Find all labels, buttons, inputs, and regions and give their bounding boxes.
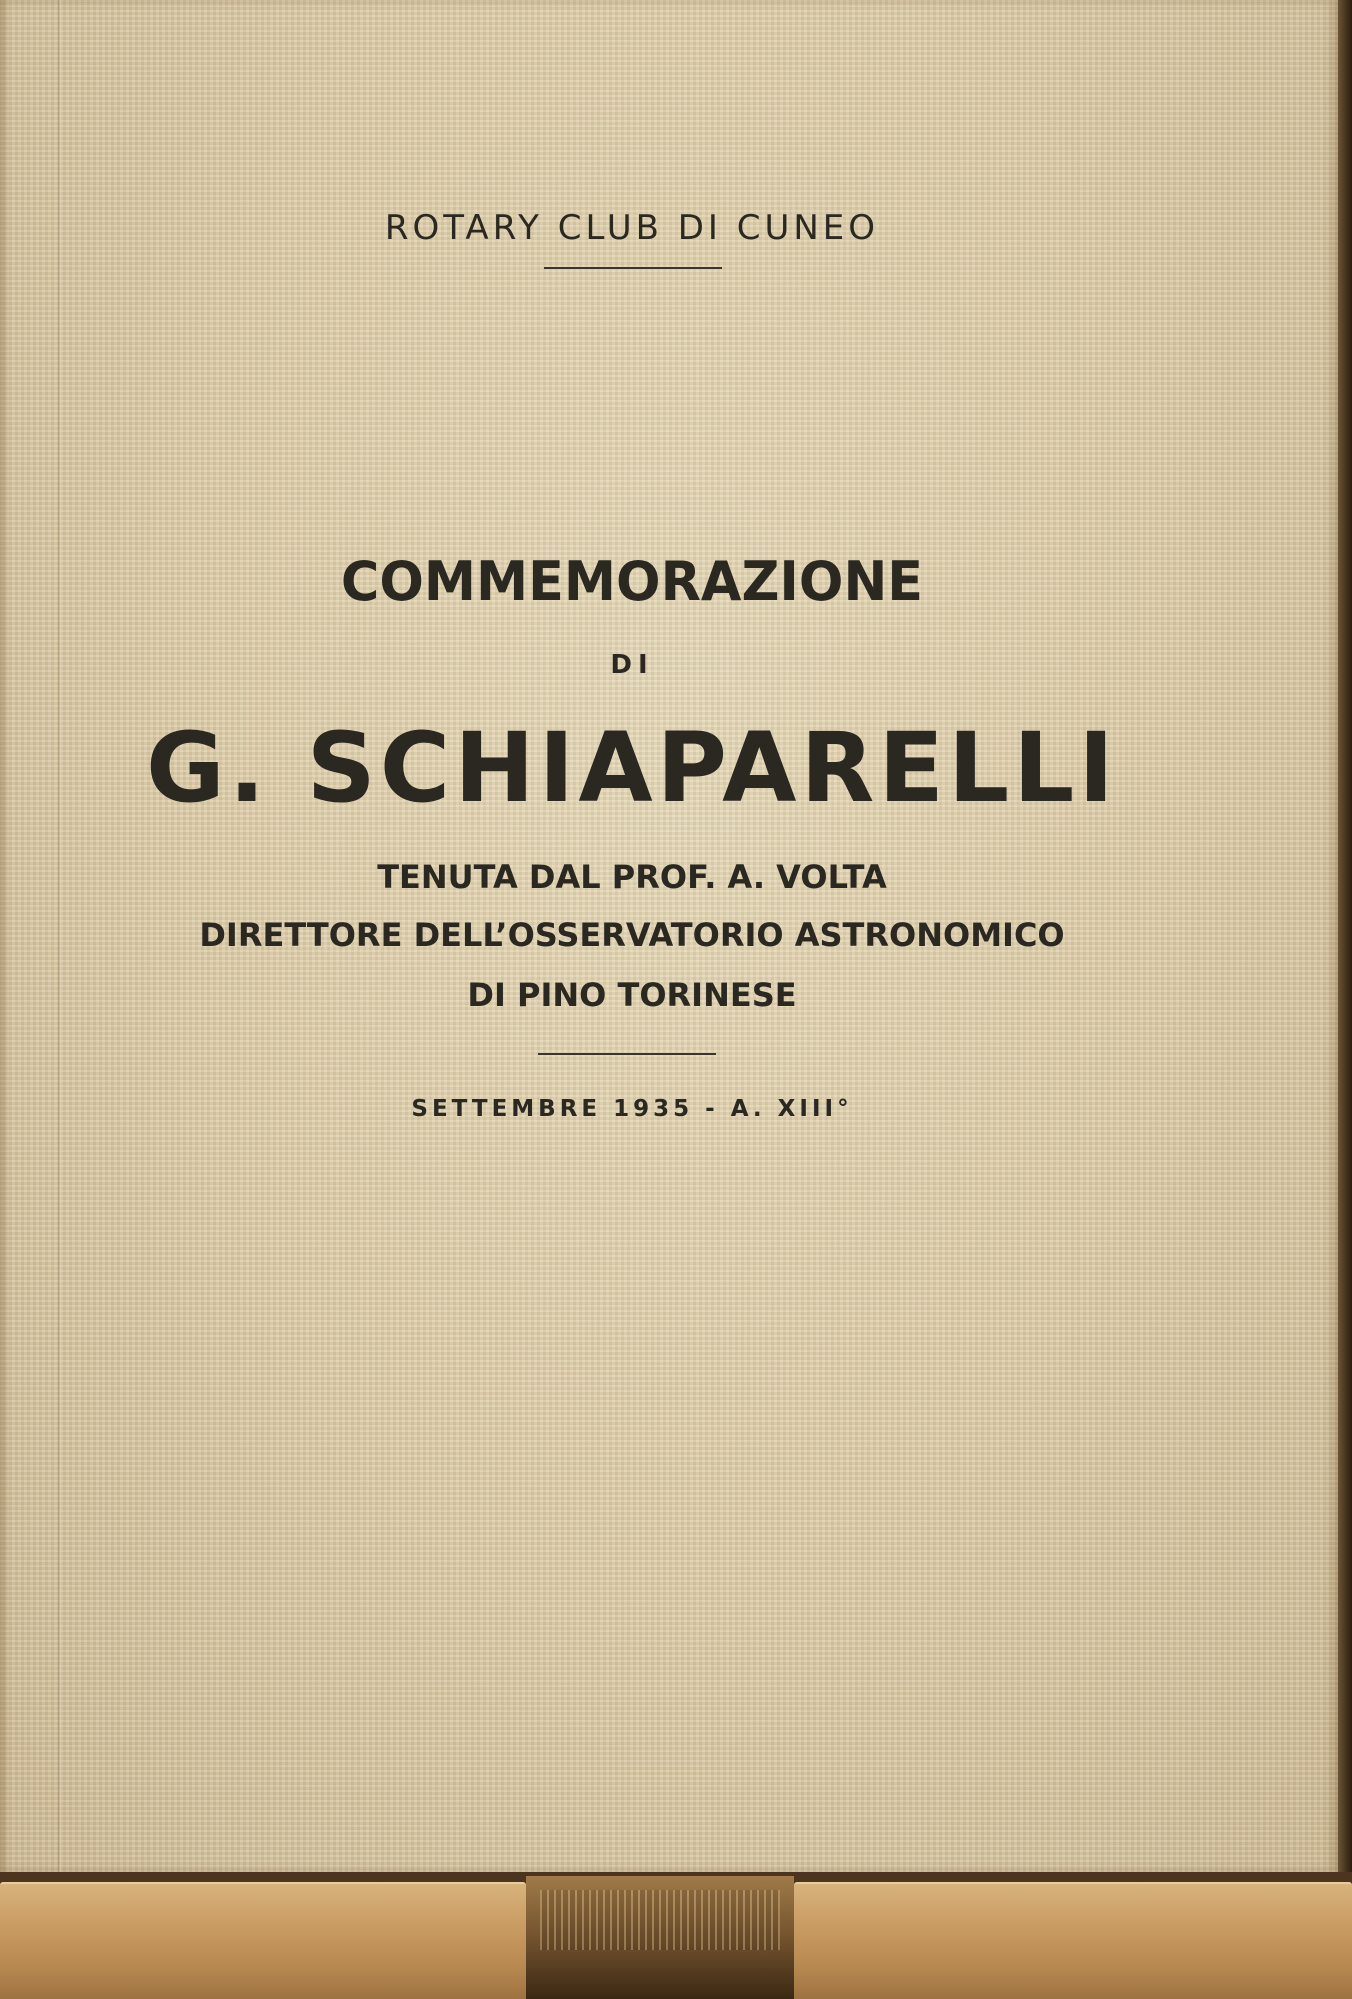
publisher-line: ROTARY CLUB DI CUNEO [384, 208, 880, 248]
divider-top [544, 267, 722, 269]
shelf-board-right [794, 1882, 1352, 1999]
publication-date: SETTEMBRE 1935 - A. XIII° [411, 1096, 853, 1122]
heading-connector: DI [610, 650, 654, 680]
subject-name: G. SCHIAPARELLI [145, 712, 1119, 824]
subtitle-line-3: DI PINO TORINESE [467, 976, 797, 1014]
heading-title: COMMEMORAZIONE [340, 550, 924, 613]
shelf-board-left [0, 1882, 526, 1999]
divider-bottom [538, 1053, 716, 1055]
subtitle-line-2: DIRETTORE DELL’OSSERVATORIO ASTRONOMICO [199, 916, 1065, 954]
background-edge [1338, 0, 1352, 1999]
shelf-gap-grain [540, 1890, 780, 1950]
subtitle-line-1: TENUTA DAL PROF. A. VOLTA [377, 858, 887, 896]
